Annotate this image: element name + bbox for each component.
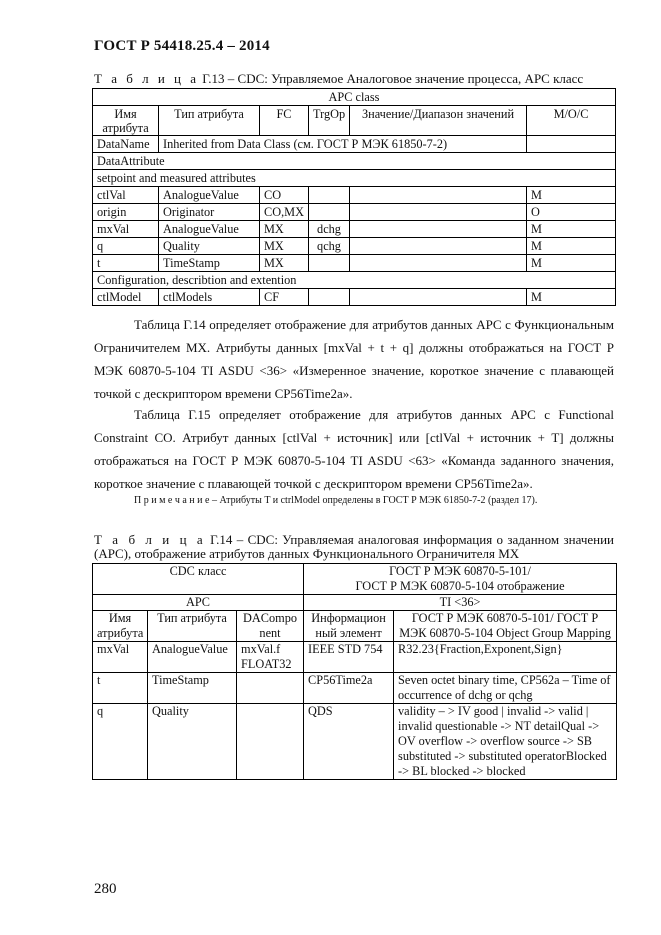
table-row <box>93 642 617 673</box>
table-row <box>93 204 616 221</box>
table-row <box>93 673 617 704</box>
gost-line-2: ГОСТ Р МЭК 60870-5-104 отображение <box>355 579 565 593</box>
table-cell: Inherited from Data Class (см. ГОСТ Р МЭК 61850-7-2) <box>159 136 527 153</box>
table-cell <box>309 289 350 306</box>
table2-caption-text: Г.14 – CDC: Управляемая аналоговая информация о заданном значении (APC), отображение атрибутов данных Функционального Ограничителя MX <box>94 532 614 561</box>
table-cell: CO <box>260 187 309 204</box>
table-cell <box>350 221 527 238</box>
table2-caption <box>94 533 614 561</box>
table-cell <box>350 187 527 204</box>
table1-header-row <box>93 106 616 136</box>
table1-header-cell: Значение/Диапазон значений <box>350 106 527 136</box>
table-row <box>93 255 616 272</box>
table-cell: DataName <box>93 136 159 153</box>
table-cell: Quality <box>159 238 260 255</box>
table-cell: origin <box>93 204 159 221</box>
table-cell: MX <box>260 221 309 238</box>
table-row <box>93 221 616 238</box>
table-cell: M <box>527 289 616 306</box>
paragraph-2: Таблица Г.15 определяет отображение для атрибутов данных APC с Functional Constraint CO. Атрибут данных [ctlVal + источник] или [ctlVal + источник + T] должны отображаться на ГОСТ Р МЭК 60870-5-104 TI ASDU <63> «Команда заданного значения, короткое значение с плавающей точкой с дескриптором времени CP56Time2a». <box>94 407 614 491</box>
table-cell: t <box>93 255 159 272</box>
table-cell: M <box>527 187 616 204</box>
table-apc-mx-mapping <box>92 563 617 780</box>
table1-caption-text: Г.13 – CDC: Управляемое Аналоговое значение процесса, APC класс <box>199 71 584 86</box>
table-cell: MX <box>260 238 309 255</box>
table-cell: Seven octet binary time, CP562a – Time of occurrence of dchg or qchg <box>394 673 617 704</box>
table-cell: ctlModel <box>93 289 159 306</box>
table-cell: QDS <box>304 704 394 780</box>
table-cell <box>309 255 350 272</box>
table1-header-cell: TrgOp <box>309 106 350 136</box>
table-cell <box>527 136 616 153</box>
table1-caption-prefix: Т а б л и ц а <box>94 71 199 86</box>
gost-line-1: ГОСТ Р МЭК 60870-5-101/ <box>389 564 531 578</box>
table-cell: R32.23{Fraction,Exponent,Sign} <box>394 642 617 673</box>
table-cell <box>237 673 304 704</box>
table-cell <box>350 255 527 272</box>
table2-header-cell: Информационный элемент <box>304 611 394 642</box>
table1-header-cell: Тип атрибута <box>159 106 260 136</box>
table2-ti: TI <36> <box>304 595 617 611</box>
note-text: – Атрибуты T и ctrlModel определены в ГОСТ Р МЭК 61850-7-2 (раздел 17). <box>209 495 538 506</box>
table-cell: t <box>93 673 148 704</box>
table-cell: mxVal.f FLOAT32 <box>237 642 304 673</box>
table1-section-label: Configuration, describtion and extention <box>93 272 616 289</box>
table-cell <box>350 204 527 221</box>
table-row <box>93 187 616 204</box>
table1-header-cell: Имя атрибута <box>93 106 159 136</box>
table-cell: CO,MX <box>260 204 309 221</box>
table-cell: O <box>527 204 616 221</box>
paragraph-1: Таблица Г.14 определяет отображение для атрибутов данных APC с Функциональным Ограничителем MX. Атрибуты данных [mxVal + t + q] должны отображаться на ГОСТ Р МЭК 60870-5-104 TI ASDU <36> «Измеренное значение, короткое значение с плавающей точкой с дескриптором времени CP56Time2a». <box>94 317 614 401</box>
table-cell: AnalogueValue <box>159 221 260 238</box>
table-cell: TimeStamp <box>159 255 260 272</box>
table-cell: AnalogueValue <box>148 642 237 673</box>
table2-caption-prefix: Т а б л и ц а <box>94 532 206 547</box>
table-cell: M <box>527 255 616 272</box>
table-cell: IEEE STD 754 <box>304 642 394 673</box>
table-cell: q <box>93 704 148 780</box>
table-row <box>93 289 616 306</box>
table1-header-cell: M/O/C <box>527 106 616 136</box>
table-cell: CP56Time2a <box>304 673 394 704</box>
table2-header-row <box>93 611 617 642</box>
table2-apc: APC <box>93 595 304 611</box>
table-cell: Originator <box>159 204 260 221</box>
table-row <box>93 704 617 780</box>
table2-header-cell: Имя атрибута <box>93 611 148 642</box>
table2-cdc-class: CDC класс <box>93 564 304 595</box>
table-cell: qchg <box>309 238 350 255</box>
table-apc-class <box>92 88 616 306</box>
table-cell: mxVal <box>93 221 159 238</box>
table1-class-title: APC class <box>93 89 616 106</box>
table-cell: mxVal <box>93 642 148 673</box>
table-cell: Quality <box>148 704 237 780</box>
table2-gost-mapping-title <box>304 564 617 595</box>
table-cell: AnalogueValue <box>159 187 260 204</box>
table-cell: validity – > IV good | invalid -> valid | invalid questionable -> NT detailQual -> OV overflow -> overflow source -> SB substituted -> substituted operatorBlocked -> BL blocked -> blocked <box>394 704 617 780</box>
table-cell <box>350 289 527 306</box>
table-cell: ctlVal <box>93 187 159 204</box>
table-cell: M <box>527 221 616 238</box>
table-cell: q <box>93 238 159 255</box>
table-cell: TimeStamp <box>148 673 237 704</box>
table2-header-cell: ГОСТ Р МЭК 60870-5-101/ ГОСТ Р МЭК 60870-5-104 Object Group Mapping <box>394 611 617 642</box>
table2-header-cell: DAComponent <box>237 611 304 642</box>
table-cell: ctlModels <box>159 289 260 306</box>
table-cell: dchg <box>309 221 350 238</box>
table-cell: M <box>527 238 616 255</box>
table-row <box>93 238 616 255</box>
page-number: 280 <box>94 881 117 897</box>
table-cell <box>309 204 350 221</box>
note <box>134 495 537 506</box>
table1-header-cell: FC <box>260 106 309 136</box>
document-header: ГОСТ Р 54418.25.4 – 2014 <box>94 38 270 54</box>
table-cell: MX <box>260 255 309 272</box>
table1-caption <box>94 72 583 85</box>
table1-section-label: setpoint and measured attributes <box>93 170 616 187</box>
table-cell <box>309 187 350 204</box>
table1-dataname-row <box>93 136 616 153</box>
table2-header-cell: Тип атрибута <box>148 611 237 642</box>
note-prefix: П р и м е ч а н и е <box>134 495 210 506</box>
table1-section-label: DataAttribute <box>93 153 616 170</box>
table-cell: CF <box>260 289 309 306</box>
table-cell <box>350 238 527 255</box>
table-cell <box>237 704 304 780</box>
